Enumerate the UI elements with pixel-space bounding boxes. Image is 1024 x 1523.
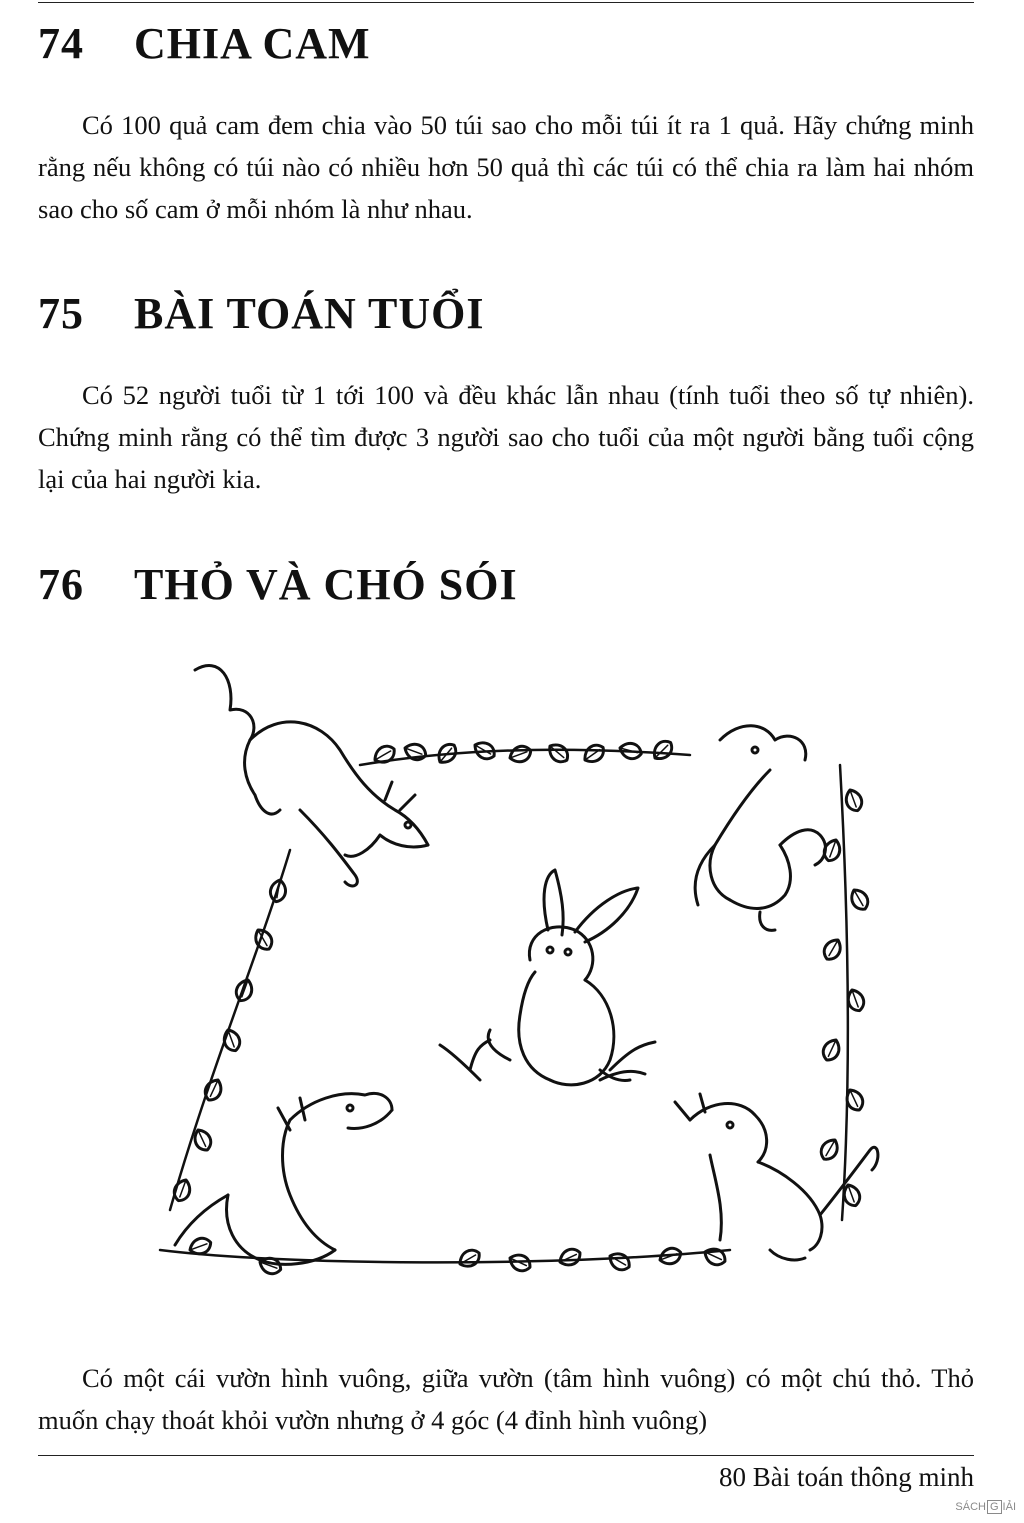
- rabbit-icon: [440, 870, 655, 1085]
- wolf-icon: [195, 666, 428, 886]
- section-76-heading: [38, 560, 518, 609]
- watermark-right: IẢI: [1002, 1501, 1016, 1513]
- watermark-logo: [955, 1500, 1016, 1514]
- section-number: 74: [38, 19, 84, 68]
- section-number: 75: [38, 289, 84, 338]
- watermark-left: SÁCH: [955, 1501, 986, 1513]
- section-74-paragraph: Có 100 quả cam đem chia vào 50 túi sao cho mỗi túi ít ra 1 quả. Hãy chứng minh rằng nếu không có túi nào có nhiều hơn 50 quả thì các túi có thể chia ra làm hai nhóm sao cho số cam ở mỗi nhóm là như nhau.: [38, 110, 974, 224]
- rabbit-and-wolves-illustration: [130, 650, 890, 1330]
- wolf-icon: [695, 726, 825, 931]
- section-title: THỎ VÀ CHÓ SÓI: [134, 560, 518, 609]
- section-75-paragraph: Có 52 người tuổi từ 1 tới 100 và đều khác lẫn nhau (tính tuổi theo số tự nhiên). Chứng minh rằng có thể tìm được 3 người sao cho tuổi của một người bằng tuổi cộng lại của hai người kia.: [38, 380, 974, 494]
- top-rule: [38, 2, 974, 3]
- vine-border-icon: [160, 737, 871, 1276]
- section-title: CHIA CAM: [134, 19, 371, 68]
- watermark-mid: G: [987, 1500, 1002, 1514]
- footer-rule: [38, 1455, 974, 1456]
- section-76-paragraph: Có một cái vườn hình vuông, giữa vườn (tâm hình vuông) có một chú thỏ. Thỏ muốn chạy thoát khỏi vườn nhưng ở 4 góc (4 đỉnh hình vuông): [38, 1363, 974, 1435]
- section-title: BÀI TOÁN TUỔI: [134, 289, 485, 338]
- section-75-heading: [38, 289, 485, 338]
- section-number: 76: [38, 560, 84, 609]
- footer-text: 80 Bài toán thông minh: [719, 1462, 974, 1492]
- section-74-heading: [38, 19, 371, 68]
